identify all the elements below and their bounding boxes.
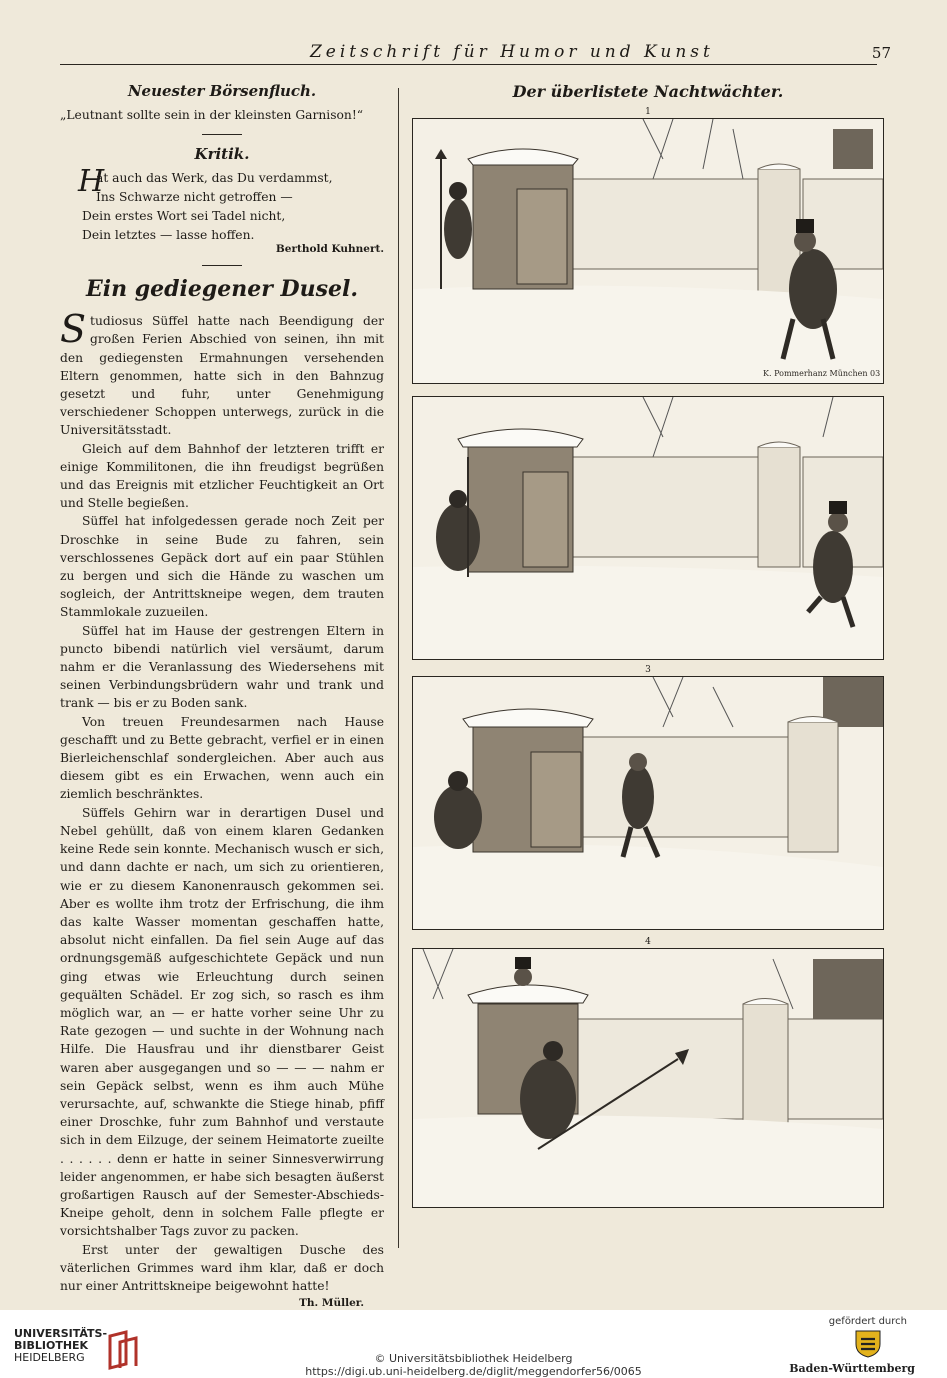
- panel-number: 4: [645, 937, 651, 947]
- story-paragraph: Von treuen Freundesarmen nach Hause geschafft und zu Bette gebracht, verfiel er in einen Bierleichenschlaf sondergleichen. Aber auch aus diesem gibt es ein Erwachen, wenn auch ein ziemlich beschränktes.: [60, 714, 384, 802]
- library-name-line1: UNIVERSITÄTS-: [14, 1327, 108, 1340]
- poem-line: Dein erstes Wort sei Tadel nicht,: [82, 209, 286, 224]
- poem-line: Ins Schwarze nicht getroffen —: [96, 190, 293, 205]
- column-divider: [398, 88, 399, 1248]
- running-head: [60, 40, 891, 65]
- piece1-text: „Leutnant sollte sein in der kleinsten Garnison!“: [60, 108, 364, 122]
- panel-number: 3: [645, 665, 651, 675]
- panel-illustration: [413, 397, 883, 659]
- story-paragraph: Süffel hat infolgedessen gerade noch Zeit per Droschke in seine Bude zu fahren, sein verschlossenes Gepäck dort auf ein paar Stühlen zu bergen und sich die Hände zu waschen um sogleich, der Antrittskneipe wegen, dem trauten Stammlokale zuzueilen.: [60, 514, 384, 620]
- divider-rule: [202, 265, 242, 266]
- poem-line: Dein letztes — lasse hoffen.: [82, 228, 255, 243]
- piece1-title: Neuester Börsenfluch.: [127, 82, 317, 100]
- story-paragraph: Studiosus Süffel hatte nach Beendigung der großen Ferien Abschied von seinen, ihn mit den gediegensten Ermahnungen versehenden Eltern genommen, hatte sich in den Bahnzug gesetzt und fuhr, unter Genehmigung verschiedener Schoppen unterwegs, zurück in die Universitätsstadt.: [60, 307, 384, 438]
- story-paragraph: Erst unter der gewaltigen Dusche des väterlichen Grimmes ward ihm klar, daß er doch nur einer Antrittskneipe beigewohnt hatte!: [60, 1242, 384, 1293]
- funder-name: Baden-Württemberg: [789, 1362, 915, 1375]
- baden-wuerttemberg-crest-icon: [853, 1328, 883, 1358]
- left-column: [60, 82, 384, 1309]
- divider-rule: [202, 134, 242, 135]
- panel-number: [412, 384, 884, 396]
- right-column: [412, 82, 884, 1208]
- story-body: [60, 307, 384, 1295]
- story-paragraph: Gleich auf dem Bahnhof der letzteren trifft er einige Kommilitonen, die ihn freudigst begrüßen und das Ereignis mit etzlicher Feuchtigkeit an Ort und Stelle begießen.: [60, 441, 384, 511]
- source-url[interactable]: https://digi.ub.uni-heidelberg.de/diglit/meggendorfer56/0065: [305, 1365, 642, 1378]
- panel-number: 1: [645, 107, 651, 117]
- footer: [0, 1310, 947, 1378]
- story-dropcap: S: [60, 307, 87, 352]
- panel-illustration: [413, 677, 883, 929]
- story-paragraph: Süffels Gehirn war in derartigen Dusel und Nebel gehüllt, daß von einem klaren Gedanken keine Rede sein konnte. Mechanisch wusch er sich, und dann dachte er nach, um sich zu orientieren, wie er zu diesem Kanonenrausch gekommen sei. Aber es wollte ihm trotz der Erfrischung, die ihm das kalte Wasser momentan geschaffen hatte, absolut nicht einfallen. Da fiel sein Auge auf das ordnungsgemäß aufgeschichtete Gepäck und nun ging etwas wie Erleuchtung durch seinen gequälten Schädel. Er zog sich, so rasch es ihm möglich war, an — er hatte vorher seine Uhr zu Rate gezogen — und suchte in der Wohnung nach Hilfe. Die Hausfrau und ihr dienstbarer Geist waren aber ausgegangen und so — — — nahm er sein Gepäck selbst, wenn es ihm auch Mühe verursachte, auf, schwankte die Stiege hinab, pfiff einer Droschke, fuhr zum Bahnhof und verstaute sich in dem Eilzuge, der seinem Heimatorte zueilte . . . . . . denn er hatte in seiner Sinnesverwirrung leider angenommen, er habe sich besagten äußerst großartigen Rausch auf der Semester-Abschieds-Kneipe geholt, denn in solchem Falle pflegte er vorsichtshalber Tags zuvor zu packen.: [60, 805, 384, 1239]
- panel-illustration: [413, 119, 883, 383]
- page-number: 57: [871, 44, 891, 62]
- story-author: Th. Müller.: [299, 1297, 364, 1310]
- story-paragraph: Süffel hat im Hause der gestrengen Eltern in puncto bibendi natürlich viel versäumt, darum nahm er die Veranlassung des Wiedersehens mit seinen Verbindungsbrüdern wahr und trank und trank — bis er zu Boden sank.: [60, 623, 384, 711]
- library-name-line2: BIBLIOTHEK: [14, 1339, 89, 1352]
- comic-panel-3: [412, 676, 884, 930]
- poem-line: at auch das Werk, das Du verdammst,: [96, 171, 333, 186]
- poem: [60, 164, 384, 245]
- comic-panel-1: [412, 118, 884, 384]
- comic-panel-4: [412, 948, 884, 1208]
- funded-by-label: gefördert durch: [828, 1316, 907, 1327]
- story-title: Ein gediegener Dusel.: [86, 276, 358, 303]
- panel-illustration: [413, 949, 883, 1207]
- artist-signature: K. Pommerhanz München 03: [763, 369, 881, 378]
- piece2-title: Kritik.: [194, 145, 250, 164]
- library-name-line3: HEIDELBERG: [14, 1351, 85, 1364]
- copyright-notice: © Universitätsbibliothek Heidelberg: [374, 1352, 573, 1365]
- comic-title: Der überlistete Nachtwächter.: [512, 82, 784, 101]
- poem-signature: Berthold Kuhnert.: [275, 243, 384, 256]
- poem-dropcap: H: [78, 164, 105, 200]
- comic-panel-2: [412, 396, 884, 660]
- running-title: Zeitschrift für Humor und Kunst: [310, 42, 714, 62]
